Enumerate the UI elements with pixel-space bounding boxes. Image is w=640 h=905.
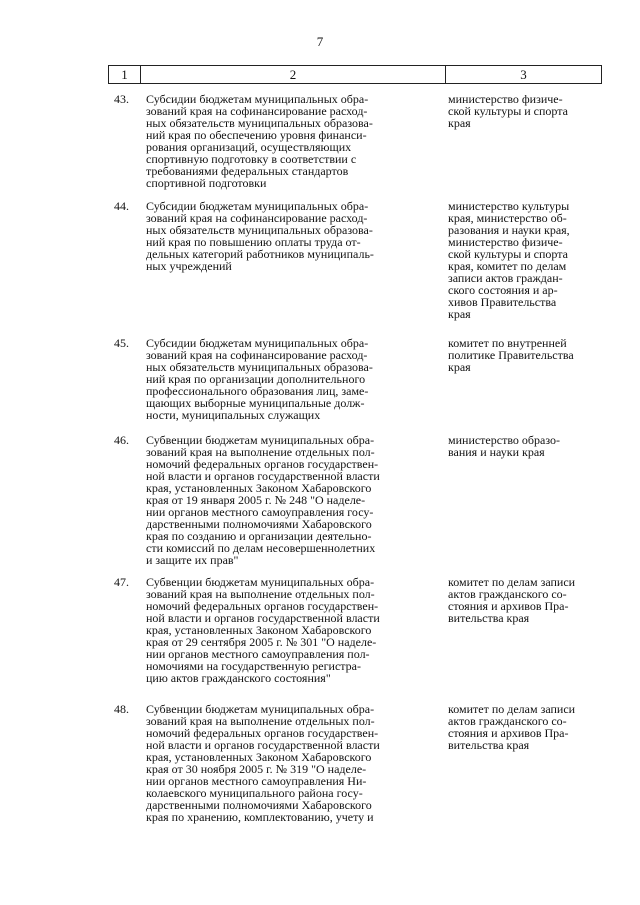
description-line: зований края на софинансирование расход- <box>146 348 368 362</box>
responsible-body-line: ской культуры и спорта <box>448 104 568 118</box>
header-col-2: 2 <box>141 66 446 83</box>
description-line: края, установленных Законом Хабаровского <box>146 623 372 637</box>
description-line: края по хранению, комплектованию, учету и <box>146 810 374 824</box>
description-line: зований края на выполнение отдельных пол- <box>146 445 375 459</box>
description-line: края, установленных Законом Хабаровского <box>146 481 372 495</box>
description-line: зований края на выполнение отдельных пол- <box>146 587 375 601</box>
row-description <box>146 703 434 823</box>
description-line: края, установленных Законом Хабаровского <box>146 750 372 764</box>
row-number: 45. <box>114 336 129 350</box>
description-line: дарственными полномочиями Хабаровского <box>146 798 372 812</box>
description-line: края от 19 января 2005 г. № 248 "О наделе- <box>146 493 366 507</box>
description-line: щающих выборные муниципальные долж- <box>146 396 365 410</box>
responsible-body-line: ского состояния и ар- <box>448 283 558 297</box>
description-line: сти комиссий по делам несовершеннолетних <box>146 541 376 555</box>
responsible-body-line: хивов Правительства <box>448 295 557 309</box>
row-responsible-body <box>448 703 608 751</box>
description-line: ности, муниципальных служащих <box>146 408 321 422</box>
responsible-body-line: вительства края <box>448 738 530 752</box>
description-line: Субвенции бюджетам муниципальных обра- <box>146 702 375 716</box>
description-line: зований края на софинансирование расход- <box>146 211 368 225</box>
description-line: ной власти и органов государственной власти <box>146 611 380 625</box>
responsible-body-line: края <box>448 307 471 321</box>
description-line: нии органов местного самоуправления Ни- <box>146 774 367 788</box>
row-number: 48. <box>114 702 129 716</box>
responsible-body-line: политике Правительства <box>448 348 574 362</box>
row-number: 43. <box>114 92 129 106</box>
description-line: ных обязательств муниципальных образова- <box>146 360 373 374</box>
description-line: и защите их прав" <box>146 553 239 567</box>
description-line: профессионального образования лиц, заме- <box>146 384 369 398</box>
description-line: ных учреждений <box>146 259 232 273</box>
responsible-body-line: комитет по делам записи <box>448 702 576 716</box>
description-line: требованиями федеральных стандартов <box>146 164 349 178</box>
responsible-body-line: края <box>448 116 471 130</box>
description-line: ний края по повышению оплаты труда от- <box>146 235 361 249</box>
row-responsible-body <box>448 434 608 458</box>
description-line: ных обязательств муниципальных образова- <box>146 223 373 237</box>
page-number: 7 <box>316 34 324 49</box>
row-number: 46. <box>114 433 129 447</box>
description-line: ных обязательств муниципальных образова- <box>146 116 373 130</box>
description-line: колаевского муниципального района госу- <box>146 786 363 800</box>
header-col-3: 3 <box>520 66 527 82</box>
description-line: номочиями на государственную регистра- <box>146 659 361 673</box>
responsible-body-line: комитет по внутренней <box>448 336 567 350</box>
description-line: ний края по организации дополнительного <box>146 372 366 386</box>
responsible-body-line: вительства края <box>448 611 530 625</box>
description-line: нии органов местного самоуправления госу- <box>146 505 374 519</box>
responsible-body-line: стояния и архивов Пра- <box>448 726 569 740</box>
description-line: зований края на софинансирование расход- <box>146 104 368 118</box>
description-line: Субвенции бюджетам муниципальных обра- <box>146 433 375 447</box>
description-line: номочий федеральных органов государствен- <box>146 457 379 471</box>
row-responsible-body <box>448 93 608 129</box>
responsible-body-line: комитет по делам записи <box>448 575 576 589</box>
responsible-body-line: ской культуры и спорта <box>448 247 568 261</box>
description-line: дельных категорий работников муниципаль- <box>146 247 374 261</box>
description-line: ной власти и органов государственной власти <box>146 469 380 483</box>
responsible-body-line: края <box>448 360 471 374</box>
row-number: 47. <box>114 575 129 589</box>
description-line: Субвенции бюджетам муниципальных обра- <box>146 575 375 589</box>
description-line: номочий федеральных органов государствен- <box>146 599 379 613</box>
description-line: зований края на выполнение отдельных пол- <box>146 714 375 728</box>
description-line: Субсидии бюджетам муниципальных обра- <box>146 92 369 106</box>
description-line: ной власти и органов государственной власти <box>146 738 380 752</box>
row-number: 44. <box>114 199 129 213</box>
responsible-body-line: края, министерство об- <box>448 211 567 225</box>
row-responsible-body <box>448 337 608 373</box>
responsible-body-line: актов гражданского со- <box>448 587 567 601</box>
row-responsible-body <box>448 200 608 320</box>
row-description <box>146 434 434 566</box>
responsible-body-line: министерство физиче- <box>448 235 563 249</box>
row-responsible-body <box>448 576 608 624</box>
row-description <box>146 576 434 684</box>
responsible-body-line: записи актов граждан- <box>448 271 563 285</box>
responsible-body-line: актов гражданского со- <box>448 714 567 728</box>
description-line: ний края по обеспечению уровня финанси- <box>146 128 367 142</box>
description-line: номочий федеральных органов государствен- <box>146 726 379 740</box>
description-line: рования организаций, осуществляющих <box>146 140 352 154</box>
description-line: спортивную подготовку в соответствии с <box>146 152 357 166</box>
description-line: спортивной подготовки <box>146 176 267 190</box>
responsible-body-line: вания и науки края <box>448 445 545 459</box>
responsible-body-line: министерство физиче- <box>448 92 563 106</box>
responsible-body-line: министерство образо- <box>448 433 561 447</box>
row-description <box>146 200 434 272</box>
description-line: края от 30 ноября 2005 г. № 319 "О наделе- <box>146 762 367 776</box>
description-line: края от 29 сентября 2005 г. № 301 "О наделе- <box>146 635 377 649</box>
description-line: края по созданию и организации деятельно- <box>146 529 372 543</box>
description-line: цию актов гражданского состояния" <box>146 671 331 685</box>
responsible-body-line: края, комитет по делам <box>448 259 567 273</box>
description-line: Субсидии бюджетам муниципальных обра- <box>146 199 369 213</box>
description-line: Субсидии бюджетам муниципальных обра- <box>146 336 369 350</box>
description-line: нии органов местного самоуправления пол- <box>146 647 370 661</box>
description-line: дарственными полномочиями Хабаровского <box>146 517 372 531</box>
row-description <box>146 337 434 421</box>
row-description <box>146 93 434 189</box>
responsible-body-line: стояния и архивов Пра- <box>448 599 569 613</box>
header-col-1: 1 <box>109 66 141 83</box>
responsible-body-line: министерство культуры <box>448 199 570 213</box>
table-header <box>108 65 602 84</box>
responsible-body-line: разования и науки края, <box>448 223 570 237</box>
